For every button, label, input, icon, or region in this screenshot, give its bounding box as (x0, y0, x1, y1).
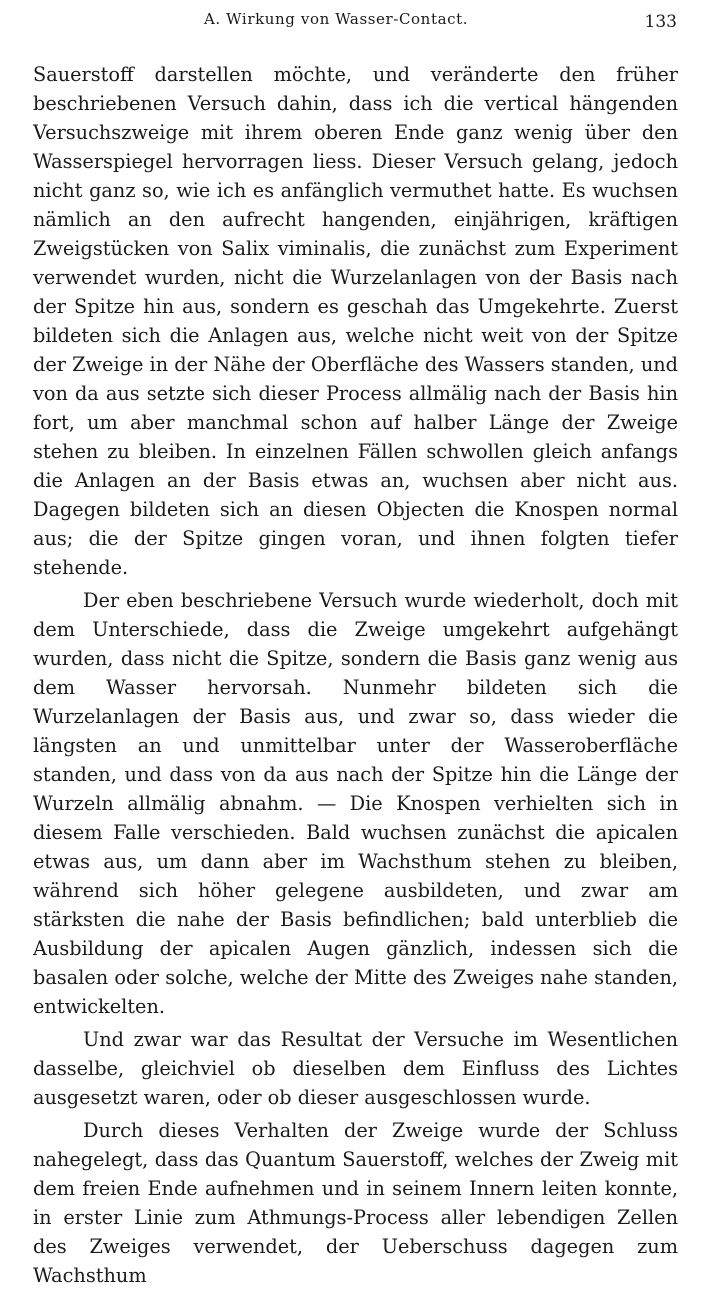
page-number: 133 (644, 12, 677, 32)
paragraph-1: Sauerstoff darstellen möchte, und veränderte den früher beschriebenen Versuch dahin, dass ich die vertical hängenden Versuchszweige mit ihrem oberen Ende ganz wenig über den Wasserspiegel hervorragen liess. Dieser Versuch gelang, jedoch nicht ganz so, wie ich es anfänglich vermuthet hatte. Es wuchsen nämlich an den aufrecht hangenden, einjährigen, kräftigen Zweigstücken von Salix viminalis, die zunächst zum Experiment verwendet wurden, nicht die Wurzelanlagen von der Basis nach der Spitze hin aus, sondern es geschah das Umgekehrte. Zuerst bildeten sich die Anlagen aus, welche nicht weit von der Spitze der Zweige in der Nähe der Oberfläche des Wassers standen, und von da aus setzte sich dieser Process allmälig nach der Basis hin fort, um aber manchmal schon auf halber Länge der Zweige stehen zu bleiben. In einzelnen Fällen schwollen gleich anfangs die Anlagen an der Basis etwas an, wuchsen aber nicht aus. Dagegen bildeten sich an diesen Objecten die Knospen normal aus; die der Spitze gingen voran, und ihnen folgten tiefer stehende. (33, 63, 678, 579)
paragraph-2: Der eben beschriebene Versuch wurde wiederholt, doch mit dem Unterschiede, dass die Zweige umgekehrt aufgehängt wurden, dass nicht die Spitze, sondern die Basis ganz wenig aus dem Wasser hervorsah. Nunmehr bildeten sich die Wurzelanlagen der Basis aus, und zwar so, dass wieder die längsten an und unmittelbar unter der Wasseroberfläche standen, und dass von da aus nach der Spitze hin die Länge der Wurzeln allmälig abnahm. — Die Knospen verhielten sich in diesem Falle verschieden. Bald wuchsen zunächst die apicalen etwas aus, um dann aber im Wachsthum stehen zu bleiben, während sich höher gelegene ausbildeten, und zwar am stärksten die nahe der Basis befindlichen; bald unterblieb die Ausbildung der apicalen Augen gänzlich, indessen sich die basalen oder solche, welche der Mitte des Zweiges nahe standen, entwickelten. (33, 589, 678, 1018)
body-text (33, 60, 678, 1290)
page-header (0, 10, 707, 40)
running-head: A. Wirkung von Wasser-Contact. (204, 10, 469, 28)
paragraph-4: Durch dieses Verhalten der Zweige wurde der Schluss nahegelegt, dass das Quantum Sauerstoff, welches der Zweig mit dem freien Ende aufnehmen und in seinem Innern leiten konnte, in erster Linie zum Athmungs-Process aller lebendigen Zellen des Zweiges verwendet, der Ueberschuss dagegen zum Wachsthum (33, 1119, 678, 1287)
paragraph-3: Und zwar war das Resultat der Versuche im Wesentlichen dasselbe, gleichviel ob dieselben dem Einfluss des Lichtes ausgesetzt waren, oder ob dieser ausgeschlossen wurde. (33, 1028, 678, 1109)
